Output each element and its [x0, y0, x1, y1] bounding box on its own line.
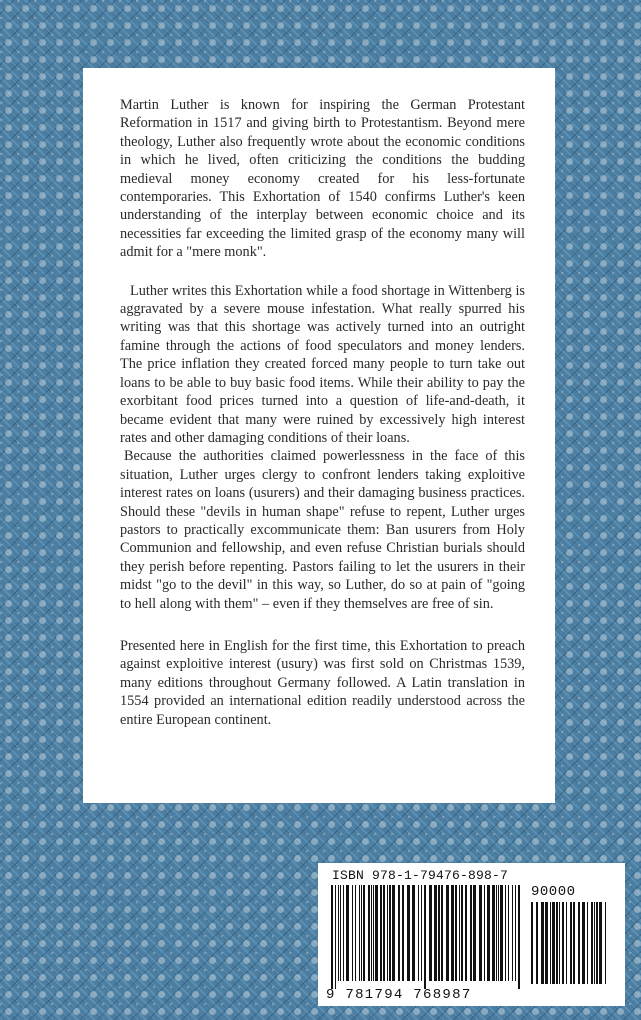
barcode-bar [605, 902, 606, 984]
barcode-bar [562, 902, 564, 984]
barcode-bar [559, 902, 560, 984]
barcode-bar [421, 885, 422, 981]
barcode-bar [461, 885, 463, 981]
barcode-bar [424, 885, 426, 989]
barcode-bar [594, 902, 595, 984]
barcode-bar [459, 885, 460, 981]
barcode-bar [371, 885, 372, 981]
barcode-bar [355, 885, 356, 981]
barcode-bar [455, 885, 457, 981]
barcode-bar [550, 902, 551, 984]
barcode-bar [596, 902, 598, 984]
barcode-bar [412, 885, 415, 981]
barcode-bar [498, 885, 499, 981]
barcode-bar [531, 902, 533, 984]
barcode-bar [545, 902, 548, 984]
barcode-bar [582, 902, 585, 984]
barcode-bar [343, 885, 344, 981]
barcode-bar [331, 885, 333, 989]
barcode-bar [473, 885, 476, 981]
barcode-bar [398, 885, 400, 981]
barcode-bar [373, 885, 374, 981]
barcode-bar [338, 885, 339, 981]
barcode-bar [402, 885, 404, 981]
barcode-bar [487, 885, 490, 981]
barcode-bar [335, 885, 336, 989]
barcode-bar [438, 885, 440, 981]
barcode-bar [512, 885, 513, 981]
barcode-bar [552, 902, 555, 984]
barcode-bar [599, 902, 602, 984]
paragraph-famine: Luther writes this Exhortation while a food shortage in Wittenberg is aggravated by a severe mouse infestation. What really spurred his writing was that this shortage was actively turned into an outright famine through the actions of food speculators and money lenders. The price inflation they created forced many people to turn take out loans to be able to buy basic food items. While their ability to pay the exorbitant food prices turned into a question of life-and-death, it became evident that many were ruined by excessively high interest rates and other damaging conditions of their loans. [120, 282, 525, 446]
barcode-bar [515, 885, 516, 981]
barcode-bar [536, 902, 538, 984]
barcode-bar [465, 885, 467, 981]
barcode-bar [441, 885, 443, 981]
barcode-bar [496, 885, 497, 981]
barcode-bar [508, 885, 509, 981]
paragraph-spacer [120, 262, 525, 282]
barcode-bar [375, 885, 378, 981]
barcode-bar [359, 885, 360, 981]
barcode-bar [541, 902, 544, 984]
barcode-bar [566, 902, 567, 984]
barcode-bar [578, 902, 580, 984]
paragraph-translation: Presented here in English for the first time, this Exhortation to preach against exploitive interest (usury) was first sold on Christmas 1539, many editions throughout Germany followed. A Latin translation in 1554 provided an international edition readily understood across the entire European continent. [120, 637, 525, 728]
barcode-bar [591, 902, 593, 984]
barcode-bar [484, 885, 485, 981]
barcode-bar [368, 885, 370, 981]
paragraph-spacer [120, 613, 525, 637]
barcode-bar [505, 885, 506, 981]
barcode-bar [361, 885, 362, 981]
barcode-bar [392, 885, 395, 981]
barcode-bar [556, 902, 558, 984]
barcode-bar [470, 885, 472, 981]
barcode-bar [429, 885, 432, 981]
barcode-bar [451, 885, 454, 981]
barcode-bar [446, 885, 449, 981]
barcode-bar [418, 885, 419, 981]
isbn-barcode [318, 863, 625, 1006]
barcode-bar [340, 885, 341, 981]
barcode-bar [387, 885, 388, 981]
barcode-bar [389, 885, 391, 981]
barcode-bar [380, 885, 382, 981]
addon-barcode-bars [531, 902, 607, 992]
barcode-bar [479, 885, 482, 981]
isbn-label: ISBN 978-1-79476-898-7 [332, 868, 509, 883]
barcode-bar [434, 885, 437, 981]
barcode-bar [346, 885, 349, 981]
barcode-bar [570, 902, 572, 984]
barcode-bar [500, 885, 503, 981]
paragraph-intro: Martin Luther is known for inspiring the German Protestant Reformation in 1517 and giving birth to Protestantism. Beyond mere theology, Luther also frequently wrote about the economic conditions in which he lived, often criticizing the conditions the budding medieval money economy created for his less-fortunate contemporaries. This Exhortation of 1540 confirms Luther's keen understanding of the interplay between economic choice and its necessities far exceeding the limited grasp of the economy many will admit for a "mere monk". [120, 97, 525, 261]
barcode-bar [352, 885, 353, 981]
barcode-bar [587, 902, 588, 984]
barcode-bar [407, 885, 410, 981]
ean-digits: 9 781794 768987 [326, 987, 472, 1003]
paragraph-usurers: Because the authorities claimed powerlessness in the face of this situation, Luther urges clergy to confront lenders taking exploitive interest rates on loans (usurers) and their damaging business practices. Should these "devils in human shape" refuse to repent, Luther urges pastors to practically excommunicate them: Ban usurers from Holy Communion and fellowship, and even refuse Christian burials should they perish before repenting. Pastors failing to let the usurers in their midst "go to the devil" in this way, so Luther, do so at pain of "going to hell along with them" – even if they themselves are free of sin. [120, 448, 525, 612]
back-cover-text-panel [83, 68, 555, 803]
barcode-bar [518, 885, 520, 989]
ean-barcode-bars [331, 885, 521, 989]
barcode-bar [363, 885, 365, 981]
barcode-bar [573, 902, 575, 984]
barcode-bar [383, 885, 385, 981]
barcode-bar [492, 885, 495, 981]
price-code: 90000 [531, 884, 576, 900]
